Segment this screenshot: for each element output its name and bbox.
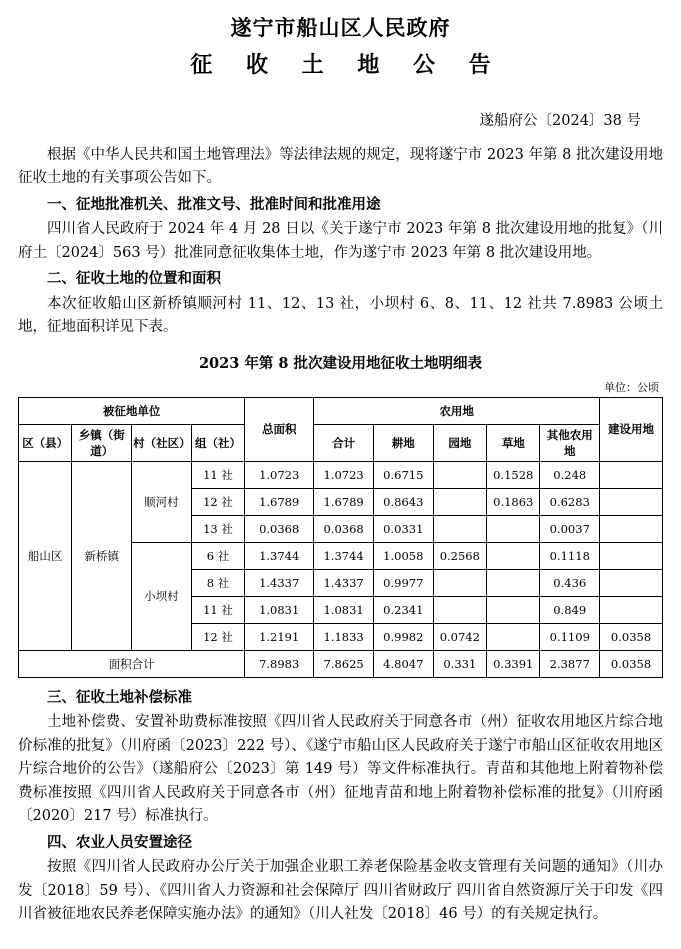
cell-village-xiaoba: 小坝村 <box>132 542 192 650</box>
intro-paragraph: 根据《中华人民共和国土地管理法》等法律法规的规定，现将遂宁市 2023 年第 8 批次建设用地征收土地的有关事项公告如下。 <box>18 147 663 187</box>
cell-cultivated: 1.0058 <box>373 542 433 569</box>
cell-total: 1.0723 <box>245 461 314 488</box>
cell-subtotal: 1.6789 <box>314 488 374 515</box>
cell-district: 船山区 <box>19 461 72 650</box>
cell-garden: 0.0742 <box>433 623 486 650</box>
cell-total-area: 7.8983 <box>245 650 314 677</box>
cell-group: 8 社 <box>191 569 244 596</box>
header-total-area: 总面积 <box>245 397 314 461</box>
cell-total: 0.0368 <box>245 515 314 542</box>
cell-forest: 0.1863 <box>487 488 540 515</box>
cell-cultivated: 0.0331 <box>373 515 433 542</box>
cell-forest <box>487 623 540 650</box>
cell-cultivated: 0.9982 <box>373 623 433 650</box>
cell-other: 0.6283 <box>540 488 600 515</box>
header-forest: 草地 <box>487 424 540 461</box>
cell-garden <box>433 569 486 596</box>
table-total-row <box>19 650 663 677</box>
cell-total: 1.4337 <box>245 569 314 596</box>
cell-cultivated: 0.8643 <box>373 488 433 515</box>
cell-cultivated: 0.6715 <box>373 461 433 488</box>
cell-other: 0.1109 <box>540 623 600 650</box>
cell-total-subtotal: 7.8625 <box>314 650 374 677</box>
section-heading-4: 四、农业人员安置途径 <box>47 833 192 851</box>
cell-other: 0.849 <box>540 596 600 623</box>
section-paragraph-4: 按照《四川省人民政府办公厅关于加强企业职工养老保险基金收支管理有关问题的通知》（川办发〔2018〕59 号）、《四川省人力资源和社会保障厅 四川省财政厅 四川省自然资源厅关于印发《四川省被征地农民养老保障实施办法》的通知》（川人社发〔2018〕46 号）的有关规定执行。 <box>18 859 663 923</box>
cell-garden <box>433 461 486 488</box>
header-other-agri: 其他农用地 <box>540 424 600 461</box>
header-subtotal: 合计 <box>314 424 374 461</box>
cell-other: 0.1118 <box>540 542 600 569</box>
cell-group: 12 社 <box>191 488 244 515</box>
cell-subtotal: 1.1833 <box>314 623 374 650</box>
header-collected-unit: 被征地单位 <box>19 397 245 424</box>
cell-construction: 0.0358 <box>600 623 663 650</box>
cell-total-label: 面积合计 <box>19 650 245 677</box>
cell-group: 12 社 <box>191 623 244 650</box>
section-heading-2: 二、征收土地的位置和面积 <box>47 270 221 288</box>
cell-forest <box>487 542 540 569</box>
cell-construction <box>600 542 663 569</box>
table-title: 2023 年第 8 批次建设用地征收土地明细表 <box>198 354 483 372</box>
cell-construction <box>600 515 663 542</box>
header-district: 区（县） <box>19 424 72 461</box>
cell-construction <box>600 569 663 596</box>
cell-total-forest: 0.3391 <box>487 650 540 677</box>
header-agricultural-land: 农用地 <box>314 397 600 424</box>
cell-subtotal: 1.4337 <box>314 569 374 596</box>
section-heading-3: 三、征收土地补偿标准 <box>47 688 192 706</box>
cell-group: 11 社 <box>191 596 244 623</box>
header-group: 组（社） <box>191 424 244 461</box>
cell-total: 1.0831 <box>245 596 314 623</box>
cell-subtotal: 1.0723 <box>314 461 374 488</box>
cell-total: 1.2191 <box>245 623 314 650</box>
cell-garden <box>433 596 486 623</box>
cell-cultivated: 0.9977 <box>373 569 433 596</box>
cell-subtotal: 0.0368 <box>314 515 374 542</box>
cell-construction <box>600 596 663 623</box>
cell-construction <box>600 461 663 488</box>
header-village: 村（社区） <box>132 424 192 461</box>
table-header-row-1 <box>19 397 663 424</box>
section-paragraph-1: 四川省人民政府于 2024 年 4 月 28 日以《关于遂宁市 2023 年第 8 批次建设用地的批复》（川府土〔2024〕563 号）批准同意征收集体土地，作为遂宁市 2023 年第 8 批次建设用地。 <box>18 221 663 261</box>
cell-other: 0.0037 <box>540 515 600 542</box>
header-cultivated: 耕地 <box>373 424 433 461</box>
section-paragraph-3: 土地补偿费、安置补助费标准按照《四川省人民政府关于同意各市（州）征收农用地区片综合地价标准的批复》（川府函〔2023〕222 号）、《遂宁市船山区人民政府关于遂宁市船山区征收农用地区片综合地价的公告》（遂船府公〔2023〕第 149 号）等文件标准执行。青苗和其他地上附着物补偿费标准按照《四川省人民政府关于同意各市（州）征地青苗和地上附着物补偿标准的批复》（川府函〔2020〕217 号）标准执行。 <box>18 714 663 825</box>
cell-other: 0.248 <box>540 461 600 488</box>
cell-town: 新桥镇 <box>72 461 132 650</box>
header-garden: 园地 <box>433 424 486 461</box>
cell-group: 6 社 <box>191 542 244 569</box>
section-heading-1: 一、征地批准机关、批准文号、批准时间和批准用途 <box>47 195 381 213</box>
cell-forest: 0.1528 <box>487 461 540 488</box>
table-unit-note: 单位：公顷 <box>604 380 659 394</box>
cell-forest <box>487 515 540 542</box>
header-town: 乡镇（街道） <box>72 424 132 461</box>
table-header-row-2 <box>19 424 663 461</box>
document-number: 遂船府公〔2024〕38 号 <box>479 113 641 129</box>
cell-village-shunhe: 顺河村 <box>132 461 192 542</box>
cell-total-construction: 0.0358 <box>600 650 663 677</box>
cell-group: 11 社 <box>191 461 244 488</box>
cell-garden <box>433 488 486 515</box>
cell-total: 1.3744 <box>245 542 314 569</box>
cell-cultivated: 0.2341 <box>373 596 433 623</box>
cell-garden <box>433 515 486 542</box>
cell-construction <box>600 488 663 515</box>
cell-total: 1.6789 <box>245 488 314 515</box>
cell-total-cultivated: 4.8047 <box>373 650 433 677</box>
land-detail-table <box>18 397 663 678</box>
cell-forest <box>487 596 540 623</box>
cell-forest <box>487 569 540 596</box>
cell-total-other: 2.3877 <box>540 650 600 677</box>
cell-other: 0.436 <box>540 569 600 596</box>
header-construction-land: 建设用地 <box>600 397 663 461</box>
cell-group: 13 社 <box>191 515 244 542</box>
page-title: 遂宁市船山区人民政府 <box>230 15 451 40</box>
section-paragraph-2: 本次征收船山区新桥镇顺河村 11、12、13 社，小坝村 6、8、11、12 社共 7.8983 公顷土地，征地面积详见下表。 <box>18 295 663 336</box>
cell-subtotal: 1.3744 <box>314 542 374 569</box>
cell-subtotal: 1.0831 <box>314 596 374 623</box>
cell-garden: 0.2568 <box>433 542 486 569</box>
document-subtitle: 征 收 土 地 公 告 <box>190 52 504 78</box>
table-row <box>19 461 663 488</box>
cell-total-garden: 0.331 <box>433 650 486 677</box>
